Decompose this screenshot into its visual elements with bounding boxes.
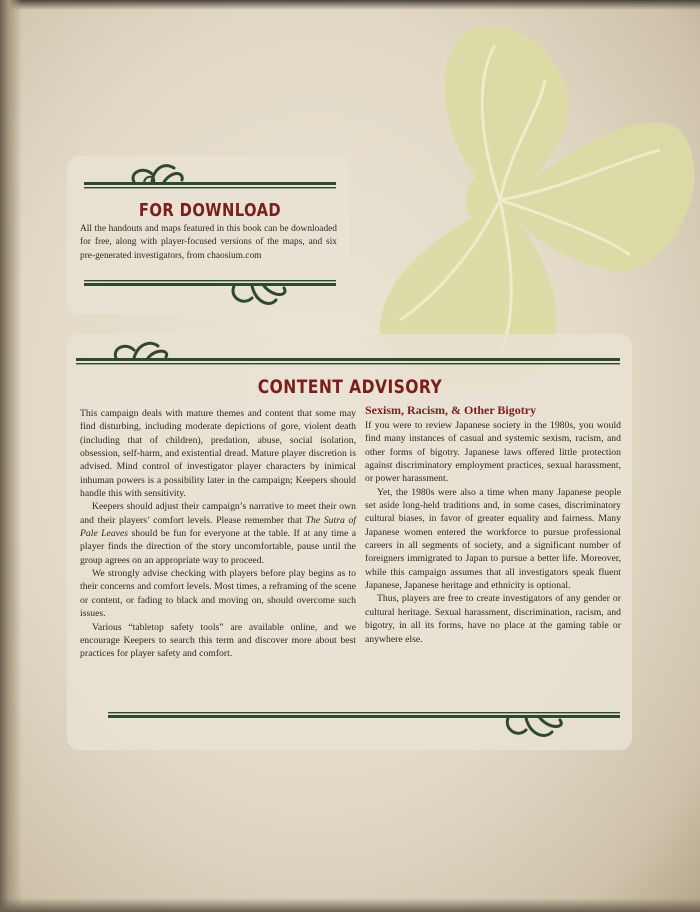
download-title: FOR DOWNLOAD xyxy=(138,200,282,221)
tentacle-divider-icon xyxy=(84,276,336,312)
page-bottom-edge xyxy=(0,898,700,912)
page-spine-shadow xyxy=(0,0,22,912)
content-advisory-title: CONTENT ADVISORY xyxy=(257,376,443,398)
advisory-right-column xyxy=(365,419,621,646)
advisory-paragraph: Various “tabletop safety tools” are available online, and we encourage Keepers to search this term and discover more about best practices for player safety and comfort. xyxy=(80,621,356,660)
advisory-left-column xyxy=(80,407,356,661)
tentacle-divider-icon xyxy=(84,158,336,194)
book-title: The Sutra of Pale Leaves xyxy=(80,514,356,540)
advisory-paragraph: We strongly advise checking with players before play begins as to their concerns and comfort levels. Most times, a reframing of the scene or content, or fading to black and moving on, should overcome such issues. xyxy=(80,568,356,620)
bigotry-paragraph: If you were to review Japanese society in the 1980s, you would find many instances of casual and systemic sexism, racism, and other forms of bigotry. Japanese laws offered little protection against discriminatory employment practices, sexual harassment, or power harassment. xyxy=(365,420,621,485)
tentacle-divider-icon xyxy=(108,706,620,742)
advisory-paragraph: Keepers should adjust their campaign’s narrative to meet their own and their players’ comfort levels. Please remember that The Sutra of Pale Leaves should be fun for everyone at the table. If at any time a player finds the direction of the story uncomfortable, pause until the group agrees on an appropriate way to proceed. xyxy=(80,501,356,566)
page-top-edge xyxy=(0,0,700,10)
tentacle-divider-icon xyxy=(76,338,620,368)
bigotry-paragraph: Thus, players are free to create investigators of any gender or cultural heritage. Sexual harassment, discrimination, racism, and bigotry, in all its forms, have no place at the gaming table or anywhere else. xyxy=(365,593,621,645)
bigotry-subheading: Sexism, Racism, & Other Bigotry xyxy=(365,403,537,417)
download-text: All the handouts and maps featured in this book can be downloaded for free, along with player-focused versions of the maps, and six pre-generated investigators, from chaosium.com xyxy=(80,224,337,261)
bigotry-paragraph: Yet, the 1980s were also a time when many Japanese people set aside long-held traditions and, in some cases, discriminatory cultural biases, in favor of greater equality and fairness. Many Japanese women entered the workforce to pursue professional careers in all segments of society, and a significant number of foreigners immigrated to Japan to pursue a better life. Moreover, while this campaign assumes that all investigators speak fluent Japanese, Japanese heritage and ethnicity is optional. xyxy=(365,486,621,592)
advisory-paragraph: This campaign deals with mature themes and content that some may find disturbing, including moderate depictions of gore, violent death (including that of children), predation, abuse, social isolation, obsession, self-harm, and existential dread. Mature player discretion is advised. Mind control of investigator player characters by inimical inhuman powers is a possibility later in the campaign; Keepers should handle this with sensitivity. xyxy=(80,408,356,500)
